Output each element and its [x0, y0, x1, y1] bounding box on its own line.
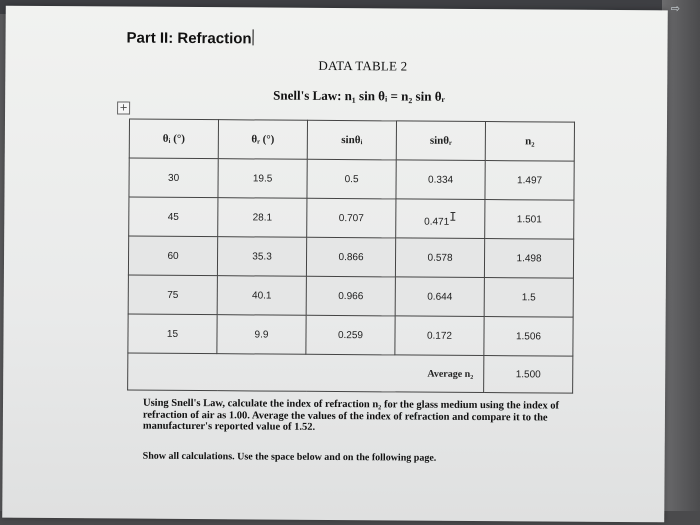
average-row [128, 353, 573, 393]
part-title-text: Part II: Refraction [126, 29, 252, 48]
table-row [128, 314, 573, 356]
table-cell[interactable]: 1.497 [485, 161, 574, 201]
table-cell[interactable]: 60 [128, 236, 217, 276]
table-cell[interactable]: 0.866 [306, 237, 395, 277]
table-cell[interactable]: 0.334 [396, 160, 485, 200]
table-cell[interactable]: 1.498 [484, 239, 573, 279]
table-cell[interactable]: 19.5 [218, 159, 307, 199]
table-row [128, 275, 573, 317]
column-header: θᵣ (°) [218, 120, 307, 160]
average-value[interactable]: 1.500 [484, 356, 573, 394]
document-page [2, 6, 668, 523]
part-title[interactable] [127, 29, 254, 48]
cell-value: 0.471 [424, 216, 450, 228]
table-cell[interactable]: 28.1 [218, 198, 307, 238]
table-cell[interactable]: 0.172 [395, 316, 484, 356]
average-label: Average n₂ [128, 353, 484, 392]
table-cell[interactable]: 15 [128, 314, 217, 354]
column-header: sinθᵣ [396, 121, 485, 161]
table-cell[interactable]: 1.5 [484, 278, 573, 318]
column-header: sinθᵢ [307, 120, 396, 160]
table-row [128, 236, 573, 278]
table-cell[interactable]: 9.9 [217, 315, 306, 355]
table-cell[interactable]: 0.259 [306, 315, 395, 355]
table-row [129, 158, 574, 200]
background-right [662, 0, 700, 525]
table-cell[interactable]: 0.5 [307, 159, 396, 199]
table-cell[interactable] [396, 199, 485, 239]
instructions-paragraph: Using Snell's Law, calculate the index of refraction n₂ for the glass medium using the index of refraction of air as 1.00. Average the values of the index of refraction and compare it to the manufacturer's reported value of 1.52. [142, 397, 560, 433]
table-cell[interactable]: 75 [128, 275, 217, 315]
data-table [127, 119, 575, 394]
text-cursor [253, 29, 254, 45]
show-calculations-instruction: Show all calculations. Use the space below and on the following page. [142, 450, 437, 464]
move-handle-icon[interactable]: + [117, 101, 130, 114]
exit-icon[interactable]: ⇨ [670, 2, 680, 15]
table-cell[interactable]: 0.707 [307, 198, 396, 238]
snells-law-equation: Snell's Law: n₁ sin θᵢ = n₂ sin θᵣ [273, 87, 445, 104]
table-cell[interactable]: 0.966 [306, 276, 395, 316]
table-header-row [129, 119, 574, 161]
text-cursor-ibeam-icon: I [449, 209, 457, 224]
table-cell[interactable]: 0.644 [395, 277, 484, 317]
table-cell[interactable]: 1.506 [484, 317, 573, 357]
table-cell[interactable]: 1.501 [485, 200, 574, 240]
table-row [129, 197, 574, 239]
table-cell[interactable]: 40.1 [217, 276, 306, 316]
table-title: DATA TABLE 2 [318, 57, 408, 74]
column-header: n₂ [485, 122, 574, 162]
table-cell[interactable]: 45 [129, 197, 218, 237]
column-header: θᵢ (°) [129, 119, 218, 159]
table-cell[interactable]: 30 [129, 158, 218, 198]
table-cell[interactable]: 35.3 [217, 237, 306, 277]
table-cell[interactable]: 0.578 [395, 238, 484, 278]
